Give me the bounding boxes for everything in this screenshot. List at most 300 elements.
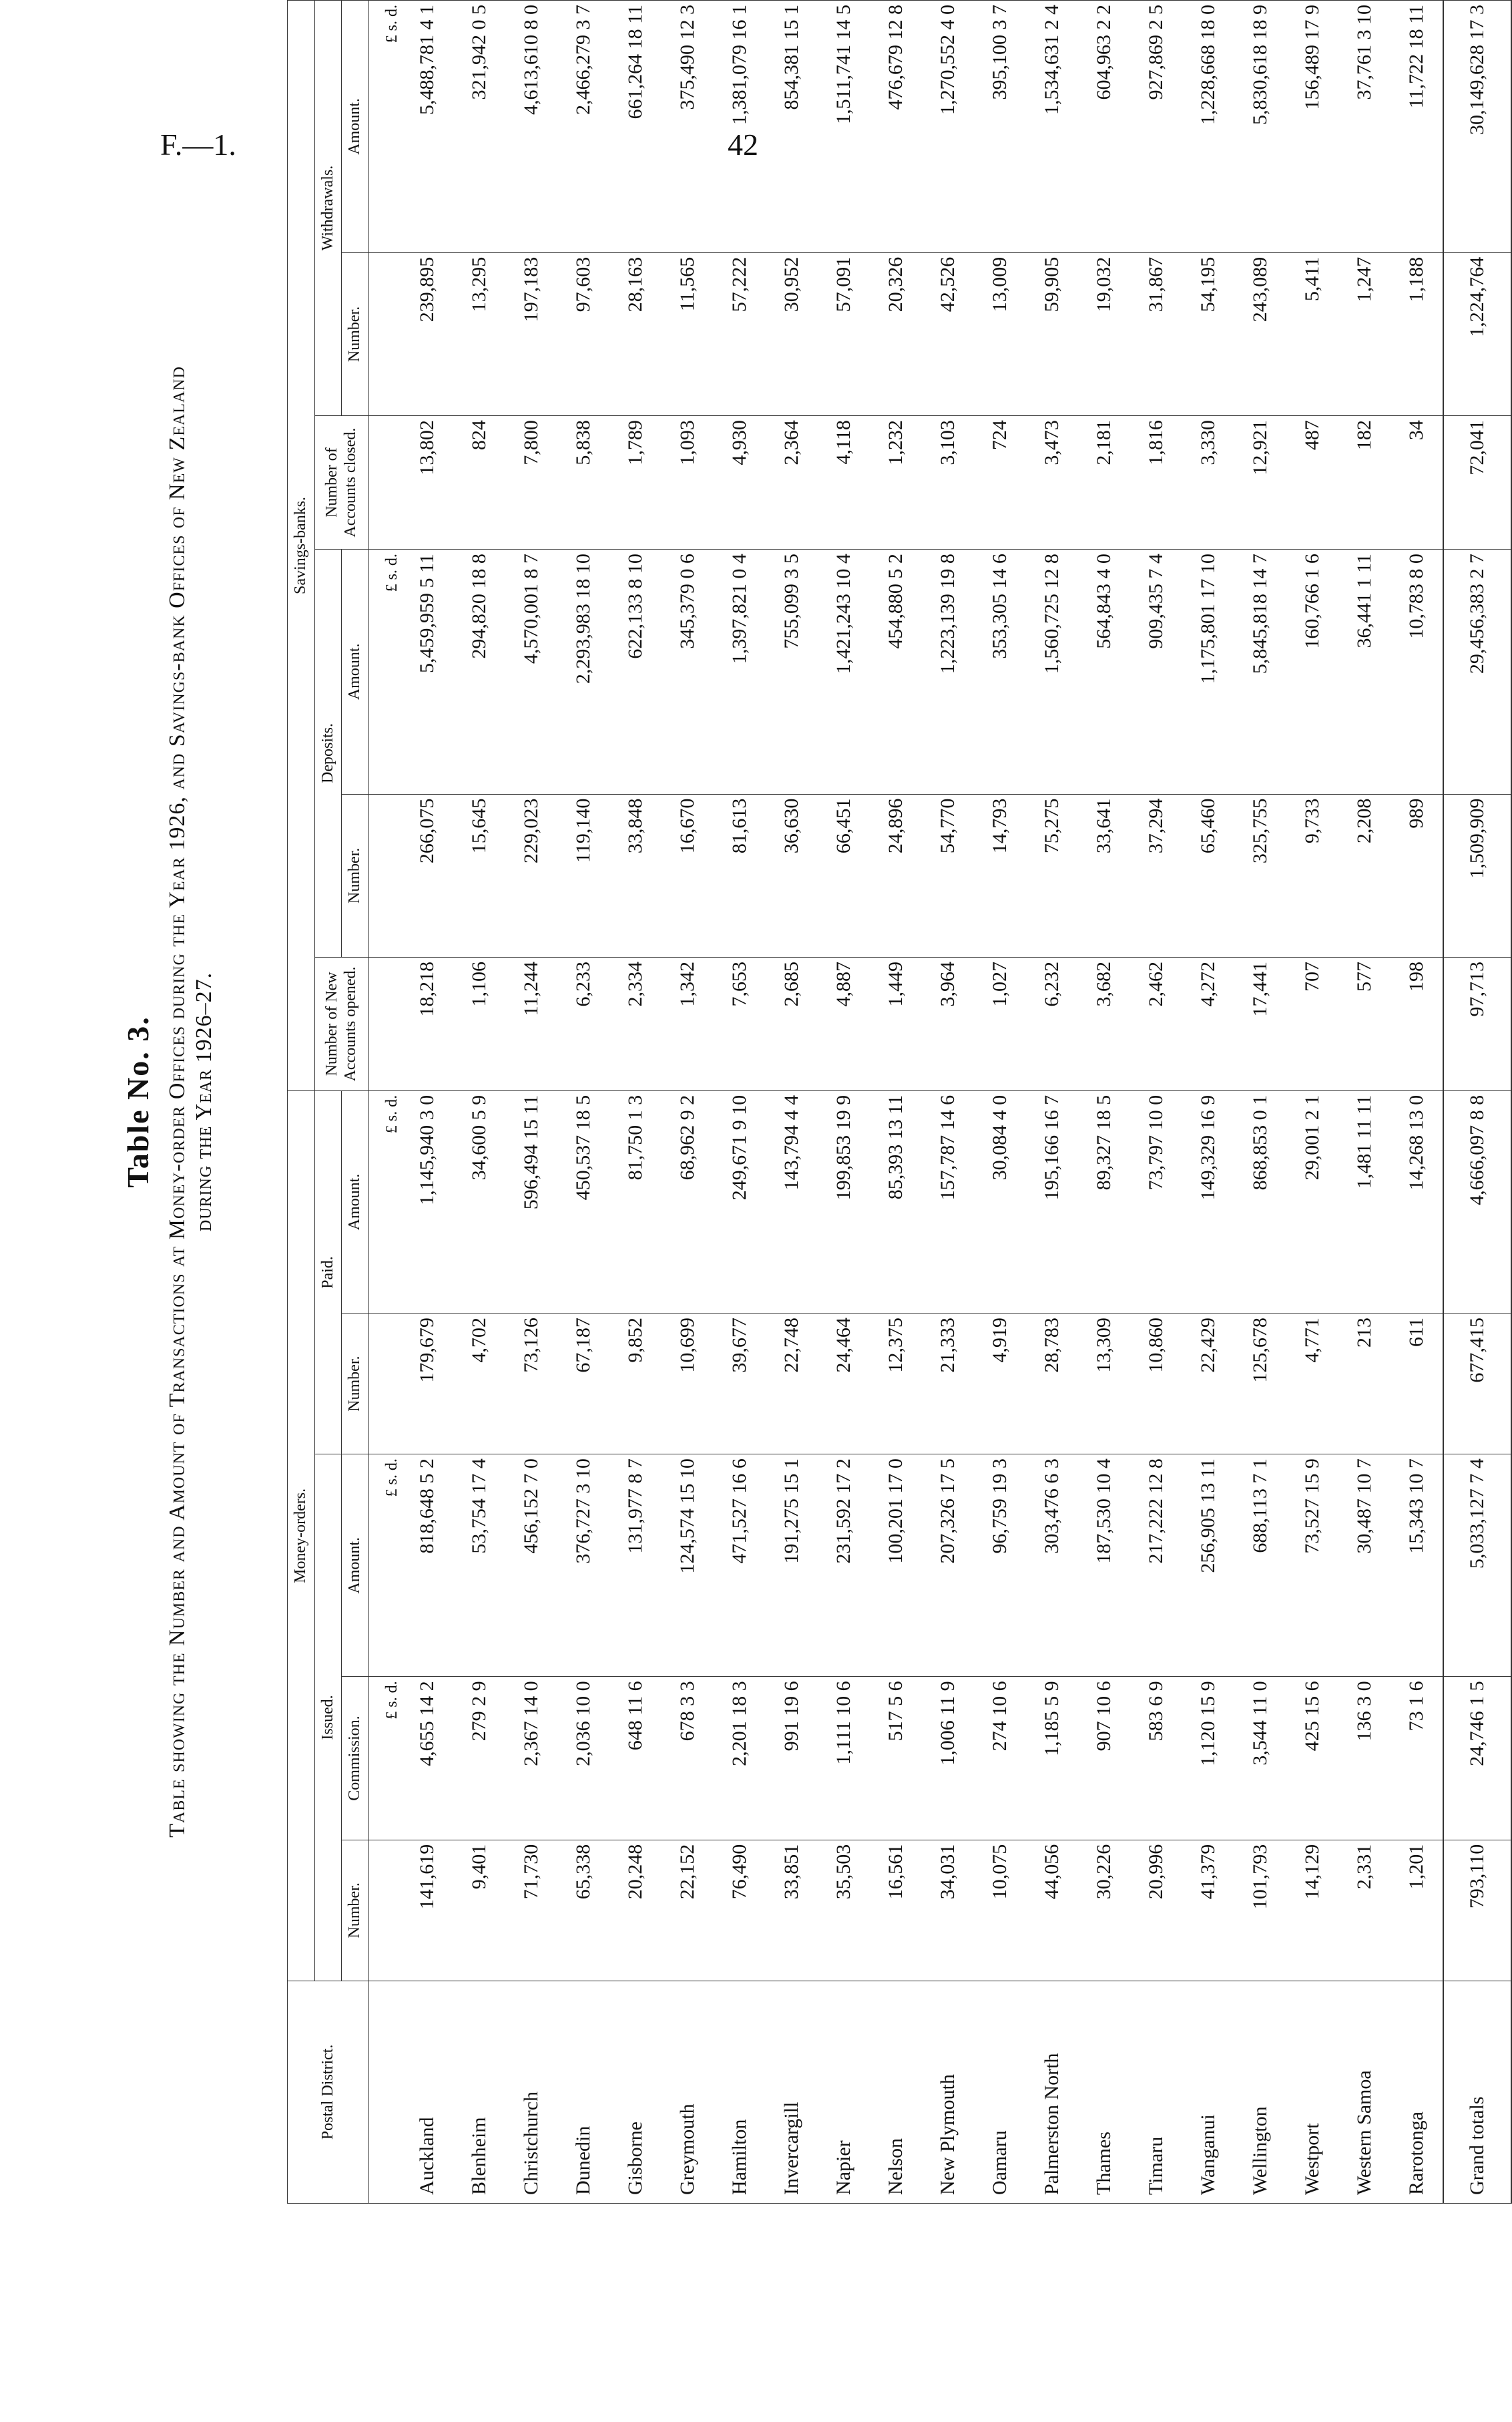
cell-sb-new-accounts: 18,218	[401, 957, 453, 1090]
cell-mo-issued-amount: 100,201 17 0	[870, 1454, 922, 1677]
cell-mo-issued-number: 22,152	[662, 1840, 714, 1981]
cell-district: Wanganui	[1182, 1981, 1234, 2203]
cell-mo-issued-commission: 3,544 11 0	[1234, 1677, 1286, 1840]
cell-sb-deposits-number: 325,755	[1234, 794, 1286, 957]
cell-district: Napier	[818, 1981, 870, 2203]
total-label: Grand totals	[1443, 1981, 1511, 2203]
cell-mo-paid-number: 12,375	[870, 1314, 922, 1454]
cell-sb-closed-accounts: 1,789	[609, 416, 662, 550]
cell-district: Oamaru	[974, 1981, 1026, 2203]
cell-sb-withdrawals-number: 1,188	[1391, 252, 1443, 415]
col-header-paid-number: Number.	[342, 1314, 369, 1454]
cell-mo-issued-commission: 648 11 6	[609, 1677, 662, 1840]
cell-mo-issued-commission: 2,201 18 3	[714, 1677, 766, 1840]
cell-mo-paid-number: 73,126	[505, 1314, 557, 1454]
cell-sb-withdrawals-amount: 604,963 2 2	[1078, 1, 1130, 253]
cell-district: Wellington	[1234, 1981, 1286, 2203]
cell-sb-new-accounts: 17,441	[1234, 957, 1286, 1090]
total-mo-issued-number: 793,110	[1443, 1840, 1511, 1981]
col-group-withdrawals: Withdrawals.	[314, 1, 342, 416]
cell-sb-deposits-amount: 1,175,801 17 10	[1182, 550, 1234, 795]
cell-mo-issued-commission: 136 3 0	[1338, 1677, 1391, 1840]
cell-mo-issued-amount: 376,727 3 10	[557, 1454, 609, 1677]
col-group-paid: Paid.	[314, 1090, 342, 1454]
cell-sb-deposits-number: 37,294	[1130, 794, 1182, 957]
cell-sb-deposits-amount: 160,766 1 6	[1286, 550, 1338, 795]
cell-sb-deposits-number: 229,023	[505, 794, 557, 957]
cell-mo-paid-amount: 34,600 5 9	[453, 1090, 505, 1313]
cell-sb-new-accounts: 1,342	[662, 957, 714, 1090]
cell-district: Hamilton	[714, 1981, 766, 2203]
cell-mo-issued-number: 65,338	[557, 1840, 609, 1981]
cell-sb-withdrawals-amount: 1,228,668 18 0	[1182, 1, 1234, 253]
cell-mo-issued-commission: 907 10 6	[1078, 1677, 1130, 1840]
cell-sb-deposits-amount: 1,397,821 0 4	[714, 550, 766, 795]
cell-sb-withdrawals-number: 13,295	[453, 252, 505, 415]
cell-mo-paid-amount: 596,494 15 11	[505, 1090, 557, 1313]
cell-mo-paid-number: 22,429	[1182, 1314, 1234, 1454]
cell-sb-deposits-amount: 454,880 5 2	[870, 550, 922, 795]
cell-sb-new-accounts: 2,685	[766, 957, 818, 1090]
cell-mo-paid-amount: 249,671 9 10	[714, 1090, 766, 1313]
cell-sb-deposits-amount: 1,560,725 12 8	[1026, 550, 1078, 795]
cell-mo-issued-number: 141,619	[401, 1840, 453, 1981]
cell-mo-issued-amount: 73,527 15 9	[1286, 1454, 1338, 1677]
cell-mo-issued-number: 101,793	[1234, 1840, 1286, 1981]
cell-mo-issued-amount: 15,343 10 7	[1391, 1454, 1443, 1677]
cell-sb-deposits-amount: 353,305 14 6	[974, 550, 1026, 795]
cell-mo-issued-commission: 517 5 6	[870, 1677, 922, 1840]
col-group-deposits: Deposits.	[314, 550, 342, 958]
cell-district: Western Samoa	[1338, 1981, 1391, 2203]
paid-amount-units: £ s. d.	[368, 1090, 401, 1313]
table-subtitle: during the Year 1926–27.	[192, 972, 216, 1232]
cell-sb-deposits-number: 15,645	[453, 794, 505, 957]
cell-sb-deposits-number: 119,140	[557, 794, 609, 957]
cell-mo-paid-amount: 14,268 13 0	[1391, 1090, 1443, 1313]
cell-sb-deposits-amount: 755,099 3 5	[766, 550, 818, 795]
total-sb-withdrawals-amount: 30,149,628 17 3	[1443, 1, 1511, 253]
cell-sb-deposits-number: 33,848	[609, 794, 662, 957]
table-number: Table No. 3.	[121, 1016, 155, 1188]
cell-mo-issued-number: 71,730	[505, 1840, 557, 1981]
cell-sb-new-accounts: 3,964	[922, 957, 974, 1090]
cell-mo-issued-number: 33,851	[766, 1840, 818, 1981]
cell-district: Thames	[1078, 1981, 1130, 2203]
cell-mo-paid-number: 125,678	[1234, 1314, 1286, 1454]
cell-mo-paid-amount: 143,794 4 4	[766, 1090, 818, 1313]
table-row	[714, 1, 766, 2204]
cell-mo-paid-number: 4,702	[453, 1314, 505, 1454]
cell-mo-issued-amount: 96,759 19 3	[974, 1454, 1026, 1677]
col-header-paid-amount: Amount.	[342, 1090, 369, 1313]
col-header-district: Postal District.	[288, 1981, 369, 2203]
cell-sb-deposits-number: 989	[1391, 794, 1443, 957]
cell-mo-issued-amount: 471,527 16 6	[714, 1454, 766, 1677]
cell-mo-issued-number: 41,379	[1182, 1840, 1234, 1981]
cell-sb-new-accounts: 1,449	[870, 957, 922, 1090]
cell-mo-issued-commission: 73 1 6	[1391, 1677, 1443, 1840]
cell-sb-deposits-amount: 1,223,139 19 8	[922, 550, 974, 795]
cell-sb-new-accounts: 11,244	[505, 957, 557, 1090]
cell-mo-issued-commission: 678 3 3	[662, 1677, 714, 1840]
cell-sb-closed-accounts: 3,473	[1026, 416, 1078, 550]
cell-mo-paid-number: 10,699	[662, 1314, 714, 1454]
cell-mo-issued-amount: 187,530 10 4	[1078, 1454, 1130, 1677]
cell-sb-withdrawals-amount: 661,264 18 11	[609, 1, 662, 253]
table-body	[368, 1, 1511, 2204]
table-row	[1078, 1, 1130, 2204]
cell-sb-deposits-number: 36,630	[766, 794, 818, 957]
cell-sb-deposits-number: 266,075	[401, 794, 453, 957]
cell-mo-paid-number: 24,464	[818, 1314, 870, 1454]
cell-sb-withdrawals-amount: 1,511,741 14 5	[818, 1, 870, 253]
total-mo-issued-amount: 5,033,127 7 4	[1443, 1454, 1511, 1677]
cell-sb-new-accounts: 198	[1391, 957, 1443, 1090]
cell-mo-issued-amount: 217,222 12 8	[1130, 1454, 1182, 1677]
cell-sb-closed-accounts: 824	[453, 416, 505, 550]
col-header-new-accounts: Number of New Accounts opened.	[314, 957, 368, 1090]
cell-sb-deposits-number: 2,208	[1338, 794, 1391, 957]
table-row	[1130, 1, 1182, 2204]
cell-mo-paid-amount: 149,329 16 9	[1182, 1090, 1234, 1313]
cell-sb-deposits-amount: 345,379 0 6	[662, 550, 714, 795]
cell-sb-new-accounts: 2,334	[609, 957, 662, 1090]
cell-sb-closed-accounts: 1,093	[662, 416, 714, 550]
cell-mo-issued-amount: 231,592 17 2	[818, 1454, 870, 1677]
cell-district: Greymouth	[662, 1981, 714, 2203]
units-row	[368, 1, 401, 2204]
cell-mo-paid-number: 611	[1391, 1314, 1443, 1454]
cell-sb-withdrawals-number: 239,895	[401, 252, 453, 415]
table-title: Table showing the Number and Amount of Transactions at Money-order Offices during the Year 1926, and Savings-bank Offices of New Zealand	[165, 366, 190, 1838]
total-sb-deposits-amount: 29,456,383 2 7	[1443, 550, 1511, 795]
cell-mo-paid-number: 9,852	[609, 1314, 662, 1454]
cell-sb-deposits-number: 16,670	[662, 794, 714, 957]
cell-mo-paid-amount: 450,537 18 5	[557, 1090, 609, 1313]
table-row	[453, 1, 505, 2204]
cell-sb-withdrawals-number: 57,222	[714, 252, 766, 415]
cell-mo-paid-number: 13,309	[1078, 1314, 1130, 1454]
cell-sb-new-accounts: 1,027	[974, 957, 1026, 1090]
cell-sb-closed-accounts: 1,232	[870, 416, 922, 550]
table-row	[401, 1, 453, 2204]
cell-sb-deposits-amount: 36,441 1 11	[1338, 550, 1391, 795]
cell-mo-issued-number: 30,226	[1078, 1840, 1130, 1981]
cell-mo-issued-amount: 688,113 7 1	[1234, 1454, 1286, 1677]
cell-mo-issued-number: 1,201	[1391, 1840, 1443, 1981]
cell-district: Palmerston North	[1026, 1981, 1078, 2203]
cell-mo-paid-amount: 1,145,940 3 0	[401, 1090, 453, 1313]
cell-sb-deposits-amount: 1,421,243 10 4	[818, 550, 870, 795]
cell-sb-withdrawals-number: 31,867	[1130, 252, 1182, 415]
cell-mo-issued-commission: 1,185 5 9	[1026, 1677, 1078, 1840]
cell-mo-issued-commission: 991 19 6	[766, 1677, 818, 1840]
total-mo-issued-commission: 24,746 1 5	[1443, 1677, 1511, 1840]
cell-sb-withdrawals-number: 243,089	[1234, 252, 1286, 415]
cell-sb-withdrawals-number: 57,091	[818, 252, 870, 415]
cell-mo-issued-number: 10,075	[974, 1840, 1026, 1981]
cell-sb-deposits-number: 81,613	[714, 794, 766, 957]
cell-mo-paid-number: 179,679	[401, 1314, 453, 1454]
cell-sb-withdrawals-number: 11,565	[662, 252, 714, 415]
rotated-table-region	[120, 0, 1488, 2204]
table-row	[870, 1, 922, 2204]
col-group-savings-banks: Savings-banks.	[288, 1, 315, 1091]
table-row	[1182, 1, 1234, 2204]
cell-mo-paid-amount: 199,853 19 9	[818, 1090, 870, 1313]
cell-mo-issued-number: 16,561	[870, 1840, 922, 1981]
cell-sb-withdrawals-amount: 1,381,079 16 1	[714, 1, 766, 253]
cell-mo-issued-number: 20,996	[1130, 1840, 1182, 1981]
cell-mo-paid-amount: 157,787 14 6	[922, 1090, 974, 1313]
cell-sb-closed-accounts: 182	[1338, 416, 1391, 550]
table-row	[974, 1, 1026, 2204]
cell-sb-deposits-amount: 4,570,001 8 7	[505, 550, 557, 795]
cell-sb-closed-accounts: 1,816	[1130, 416, 1182, 550]
cell-sb-deposits-amount: 2,293,983 18 10	[557, 550, 609, 795]
cell-sb-new-accounts: 707	[1286, 957, 1338, 1090]
cell-sb-withdrawals-number: 59,905	[1026, 252, 1078, 415]
page-number: 42	[728, 128, 758, 162]
cell-sb-withdrawals-amount: 927,869 2 5	[1130, 1, 1182, 253]
cell-district: Auckland	[401, 1981, 453, 2203]
total-sb-withdrawals-number: 1,224,764	[1443, 252, 1511, 415]
cell-mo-paid-number: 39,677	[714, 1314, 766, 1454]
table-row	[609, 1, 662, 2204]
cell-mo-paid-number: 67,187	[557, 1314, 609, 1454]
col-header-issued-number: Number.	[342, 1840, 369, 1981]
col-header-deposits-amount: Amount.	[342, 550, 369, 795]
cell-mo-paid-amount: 73,797 10 0	[1130, 1090, 1182, 1313]
cell-sb-new-accounts: 4,887	[818, 957, 870, 1090]
cell-sb-withdrawals-number: 97,603	[557, 252, 609, 415]
cell-sb-closed-accounts: 4,930	[714, 416, 766, 550]
cell-mo-issued-commission: 1,111 10 6	[818, 1677, 870, 1840]
cell-sb-withdrawals-number: 42,526	[922, 252, 974, 415]
cell-sb-withdrawals-number: 13,009	[974, 252, 1026, 415]
cell-sb-withdrawals-number: 19,032	[1078, 252, 1130, 415]
cell-sb-closed-accounts: 3,103	[922, 416, 974, 550]
total-mo-paid-amount: 4,666,097 8 8	[1443, 1090, 1511, 1313]
cell-sb-deposits-amount: 909,435 7 4	[1130, 550, 1182, 795]
cell-mo-issued-commission: 274 10 6	[974, 1677, 1026, 1840]
cell-sb-deposits-number: 66,451	[818, 794, 870, 957]
cell-mo-issued-number: 34,031	[922, 1840, 974, 1981]
cell-mo-issued-number: 9,401	[453, 1840, 505, 1981]
cell-sb-withdrawals-number: 20,326	[870, 252, 922, 415]
total-sb-new-accounts: 97,713	[1443, 957, 1511, 1090]
cell-mo-paid-number: 28,783	[1026, 1314, 1078, 1454]
cell-sb-deposits-amount: 564,843 4 0	[1078, 550, 1130, 795]
cell-sb-closed-accounts: 2,181	[1078, 416, 1130, 550]
cell-sb-closed-accounts: 4,118	[818, 416, 870, 550]
cell-sb-deposits-amount: 5,845,818 14 7	[1234, 550, 1286, 795]
cell-sb-new-accounts: 577	[1338, 957, 1391, 1090]
issued-amount-units: £ s. d.	[368, 1454, 401, 1677]
cell-sb-withdrawals-amount: 5,830,618 18 9	[1234, 1, 1286, 253]
cell-mo-paid-amount: 868,853 0 1	[1234, 1090, 1286, 1313]
cell-sb-withdrawals-amount: 375,490 12 3	[662, 1, 714, 253]
col-header-issued-commission: Commission.	[342, 1677, 369, 1840]
table-row	[1234, 1, 1286, 2204]
cell-sb-deposits-number: 14,793	[974, 794, 1026, 957]
table-row	[818, 1, 870, 2204]
cell-mo-issued-amount: 191,275 15 1	[766, 1454, 818, 1677]
cell-sb-closed-accounts: 724	[974, 416, 1026, 550]
cell-sb-deposits-amount: 294,820 18 8	[453, 550, 505, 795]
cell-district: Rarotonga	[1391, 1981, 1443, 2203]
page-reference: F.—1.	[160, 128, 236, 162]
cell-district: Westport	[1286, 1981, 1338, 2203]
cell-mo-issued-commission: 2,367 14 0	[505, 1677, 557, 1840]
cell-sb-closed-accounts: 3,330	[1182, 416, 1234, 550]
table-row	[505, 1, 557, 2204]
col-header-issued-amount: Amount.	[342, 1454, 369, 1677]
cell-mo-issued-commission: 279 2 9	[453, 1677, 505, 1840]
cell-mo-paid-amount: 195,166 16 7	[1026, 1090, 1078, 1313]
cell-sb-withdrawals-amount: 2,466,279 3 7	[557, 1, 609, 253]
col-header-withdrawals-number: Number.	[342, 252, 369, 415]
cell-sb-new-accounts: 6,232	[1026, 957, 1078, 1090]
cell-sb-withdrawals-amount: 11,722 18 11	[1391, 1, 1443, 253]
col-header-deposits-number: Number.	[342, 794, 369, 957]
cell-mo-issued-number: 35,503	[818, 1840, 870, 1981]
col-header-withdrawals-amount: Amount.	[342, 1, 369, 253]
cell-sb-withdrawals-amount: 854,381 15 1	[766, 1, 818, 253]
cell-mo-issued-number: 14,129	[1286, 1840, 1338, 1981]
withdrawals-amount-units: £ s. d.	[368, 1, 401, 253]
cell-sb-new-accounts: 2,462	[1130, 957, 1182, 1090]
cell-sb-deposits-amount: 10,783 8 0	[1391, 550, 1443, 795]
cell-sb-withdrawals-amount: 1,270,552 4 0	[922, 1, 974, 253]
cell-mo-issued-commission: 583 6 9	[1130, 1677, 1182, 1840]
cell-sb-withdrawals-amount: 1,534,631 2 4	[1026, 1, 1078, 253]
cell-mo-issued-amount: 30,487 10 7	[1338, 1454, 1391, 1677]
cell-sb-withdrawals-amount: 4,613,610 8 0	[505, 1, 557, 253]
cell-mo-paid-amount: 68,962 9 2	[662, 1090, 714, 1313]
cell-sb-withdrawals-amount: 395,100 3 7	[974, 1, 1026, 253]
cell-sb-withdrawals-number: 1,247	[1338, 252, 1391, 415]
cell-sb-closed-accounts: 2,364	[766, 416, 818, 550]
grand-totals-row	[1443, 1, 1511, 2204]
cell-mo-paid-amount: 29,001 2 1	[1286, 1090, 1338, 1313]
table-header	[288, 1, 369, 2204]
cell-mo-issued-commission: 1,120 15 9	[1182, 1677, 1234, 1840]
cell-sb-withdrawals-amount: 37,761 3 10	[1338, 1, 1391, 253]
cell-mo-issued-amount: 207,326 17 5	[922, 1454, 974, 1677]
cell-mo-paid-number: 21,333	[922, 1314, 974, 1454]
table-row	[662, 1, 714, 2204]
cell-mo-paid-number: 213	[1338, 1314, 1391, 1454]
commission-units: £ s. d.	[368, 1677, 401, 1840]
total-sb-closed-accounts: 72,041	[1443, 416, 1511, 550]
cell-mo-paid-number: 10,860	[1130, 1314, 1182, 1454]
col-group-money-orders: Money-orders.	[288, 1090, 315, 1981]
cell-mo-paid-amount: 81,750 1 3	[609, 1090, 662, 1313]
total-sb-deposits-number: 1,509,909	[1443, 794, 1511, 957]
cell-sb-deposits-number: 33,641	[1078, 794, 1130, 957]
cell-mo-paid-number: 4,771	[1286, 1314, 1338, 1454]
cell-mo-issued-amount: 256,905 13 11	[1182, 1454, 1234, 1677]
cell-sb-deposits-number: 65,460	[1182, 794, 1234, 957]
cell-sb-closed-accounts: 12,921	[1234, 416, 1286, 550]
cell-mo-issued-amount: 124,574 15 10	[662, 1454, 714, 1677]
table-row	[1391, 1, 1443, 2204]
cell-mo-issued-commission: 1,006 11 9	[922, 1677, 974, 1840]
cell-sb-new-accounts: 4,272	[1182, 957, 1234, 1090]
cell-sb-withdrawals-amount: 476,679 12 8	[870, 1, 922, 253]
cell-sb-deposits-number: 54,770	[922, 794, 974, 957]
cell-mo-paid-number: 22,748	[766, 1314, 818, 1454]
cell-mo-issued-commission: 425 15 6	[1286, 1677, 1338, 1840]
cell-sb-new-accounts: 7,653	[714, 957, 766, 1090]
cell-sb-closed-accounts: 34	[1391, 416, 1443, 550]
col-header-closed-accounts: Number of Accounts closed.	[314, 416, 368, 550]
cell-sb-deposits-amount: 5,459,959 5 11	[401, 550, 453, 795]
cell-mo-issued-amount: 818,648 5 2	[401, 1454, 453, 1677]
cell-mo-issued-number: 2,331	[1338, 1840, 1391, 1981]
cell-mo-paid-amount: 85,393 13 11	[870, 1090, 922, 1313]
cell-mo-issued-number: 76,490	[714, 1840, 766, 1981]
cell-mo-issued-commission: 2,036 10 0	[557, 1677, 609, 1840]
cell-mo-issued-number: 20,248	[609, 1840, 662, 1981]
cell-mo-issued-amount: 131,977 8 7	[609, 1454, 662, 1677]
deposits-amount-units: £ s. d.	[368, 550, 401, 795]
cell-sb-closed-accounts: 7,800	[505, 416, 557, 550]
cell-district: Dunedin	[557, 1981, 609, 2203]
cell-district: Christchurch	[505, 1981, 557, 2203]
table-row	[557, 1, 609, 2204]
cell-sb-closed-accounts: 5,838	[557, 416, 609, 550]
transactions-table	[287, 0, 1512, 2204]
cell-district: Invercargill	[766, 1981, 818, 2203]
cell-mo-issued-amount: 53,754 17 4	[453, 1454, 505, 1677]
cell-mo-issued-amount: 303,476 6 3	[1026, 1454, 1078, 1677]
cell-sb-deposits-number: 24,896	[870, 794, 922, 957]
title-block	[120, 0, 274, 2204]
cell-sb-withdrawals-amount: 5,488,781 4 1	[401, 1, 453, 253]
cell-district: Gisborne	[609, 1981, 662, 2203]
cell-district: Timaru	[1130, 1981, 1182, 2203]
table-row	[1026, 1, 1078, 2204]
cell-sb-withdrawals-amount: 321,942 0 5	[453, 1, 505, 253]
cell-sb-deposits-amount: 622,133 8 10	[609, 550, 662, 795]
cell-district: Nelson	[870, 1981, 922, 2203]
cell-sb-closed-accounts: 487	[1286, 416, 1338, 550]
cell-sb-withdrawals-number: 30,952	[766, 252, 818, 415]
cell-district: Blenheim	[453, 1981, 505, 2203]
table-row	[922, 1, 974, 2204]
cell-sb-new-accounts: 3,682	[1078, 957, 1130, 1090]
cell-sb-withdrawals-number: 28,163	[609, 252, 662, 415]
cell-mo-issued-number: 44,056	[1026, 1840, 1078, 1981]
cell-sb-deposits-number: 75,275	[1026, 794, 1078, 957]
cell-sb-withdrawals-number: 54,195	[1182, 252, 1234, 415]
table-row	[1338, 1, 1391, 2204]
cell-sb-withdrawals-number: 5,411	[1286, 252, 1338, 415]
cell-sb-new-accounts: 1,106	[453, 957, 505, 1090]
col-group-issued: Issued.	[314, 1454, 342, 1981]
total-mo-paid-number: 677,415	[1443, 1314, 1511, 1454]
cell-sb-withdrawals-amount: 156,489 17 9	[1286, 1, 1338, 253]
cell-mo-paid-amount: 30,084 4 0	[974, 1090, 1026, 1313]
cell-mo-paid-amount: 89,327 18 5	[1078, 1090, 1130, 1313]
cell-mo-issued-amount: 456,152 7 0	[505, 1454, 557, 1677]
cell-sb-new-accounts: 6,233	[557, 957, 609, 1090]
cell-sb-closed-accounts: 13,802	[401, 416, 453, 550]
cell-mo-paid-amount: 1,481 11 11	[1338, 1090, 1391, 1313]
